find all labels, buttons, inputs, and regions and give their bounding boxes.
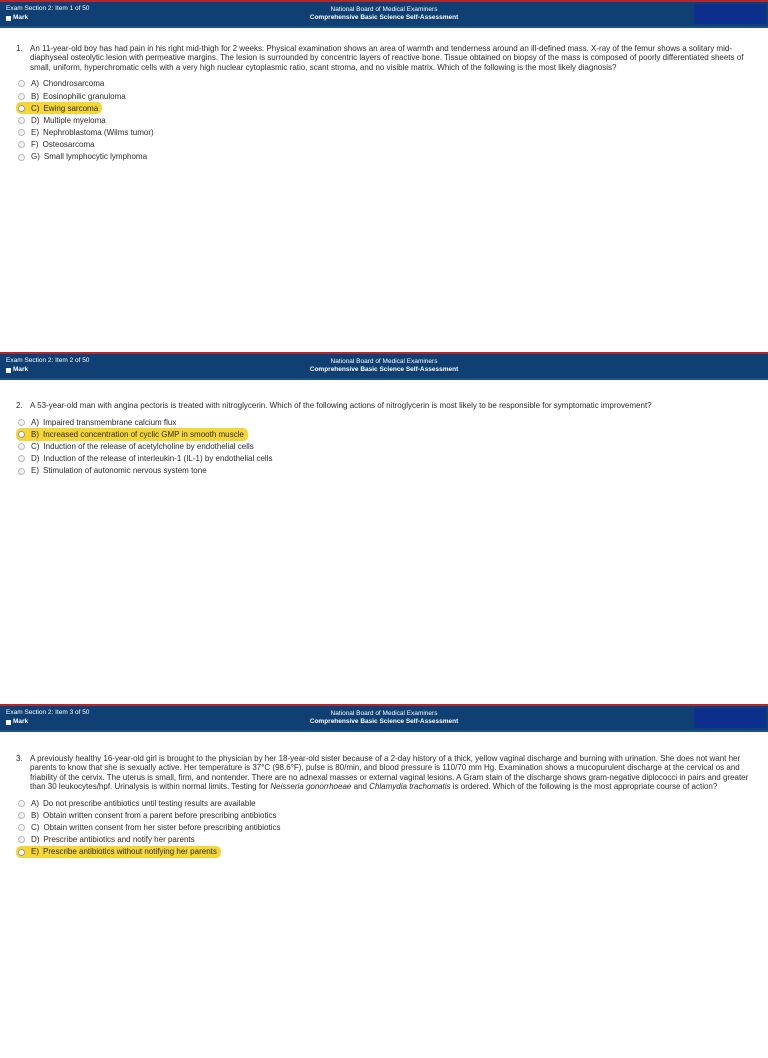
item-counter: Exam Section 2: Item 2 of 50 <box>6 357 90 364</box>
option-text: Small lymphocytic lymphoma <box>43 152 148 162</box>
header-title <box>0 6 768 22</box>
exam-header <box>0 706 768 730</box>
header-divider <box>0 730 768 732</box>
radio-button[interactable] <box>18 105 25 112</box>
option-text: Induction of the release of acetylcholine by endothelial cells <box>43 442 254 452</box>
exam-header <box>0 2 768 26</box>
radio-button[interactable] <box>18 154 25 161</box>
answer-option-c[interactable] <box>18 441 258 453</box>
option-text: Chondrosarcoma <box>43 79 105 89</box>
org-name: National Board of Medical Examiners <box>330 358 438 365</box>
option-text: Osteosarcoma <box>42 140 95 150</box>
option-letter: B) <box>31 429 39 439</box>
answer-option-d[interactable] <box>18 114 110 126</box>
radio-button[interactable] <box>18 455 25 462</box>
radio-button[interactable] <box>18 468 25 475</box>
option-letter: A) <box>31 417 39 427</box>
answer-option-c[interactable] <box>16 102 102 114</box>
answer-option-b[interactable] <box>16 428 248 440</box>
option-text: Prescribe antibiotics without notifying her parents <box>43 847 217 857</box>
exam-name: Comprehensive Basic Science Self-Assessment <box>309 14 459 21</box>
question-panel-2 <box>0 352 768 706</box>
option-text: Nephroblastoma (Wilms tumor) <box>43 128 154 138</box>
answer-option-g[interactable] <box>18 151 151 163</box>
exam-name: Comprehensive Basic Science Self-Assessment <box>309 718 459 725</box>
question-text <box>30 754 756 791</box>
option-text: Increased concentration of cyclic GMP in smooth muscle <box>43 429 244 439</box>
question-number: 2. <box>16 401 23 410</box>
answer-option-b[interactable] <box>18 90 130 102</box>
answer-options <box>18 416 756 477</box>
option-letter: B) <box>31 810 39 820</box>
answer-option-a[interactable] <box>18 797 260 809</box>
question-number: 3. <box>16 754 23 763</box>
option-text: Obtain written consent from a parent before prescribing antibiotics <box>43 810 277 820</box>
organism-name-1: Neisseria gonorrhoeae <box>270 781 352 791</box>
answer-options <box>18 78 756 163</box>
answer-option-f[interactable] <box>18 139 99 151</box>
radio-button[interactable] <box>18 431 25 438</box>
question-number: 1. <box>16 44 23 53</box>
mark-label: Mark <box>13 718 29 725</box>
option-text: Do not prescribe antibiotics until testing results are available <box>43 798 256 808</box>
item-counter: Exam Section 2: Item 3 of 50 <box>6 709 90 716</box>
option-letter: E) <box>31 466 39 476</box>
question-text: An 11-year-old boy has had pain in his right mid-thigh for 2 weeks. Physical examination shows an area of warmth and tenderness around an ill-defined mass. X-ray of the femur shows a solitary mid-diaphyseal osteolytic lesion with permeative margins. The lesion is surrounded by concentric layers of reactive bone. Tissue obtained on biopsy of the mass is composed of poorly differentiated sheets of small, uniform, hyperchromatic cells with a very high nuclear cytoplasmic ratio, scant stroma, and no visible matrix. Which of the following is the most likely diagnosis? <box>30 44 744 72</box>
header-title <box>0 358 768 374</box>
radio-button[interactable] <box>18 849 25 856</box>
answer-option-e[interactable] <box>18 465 211 477</box>
question-stem <box>16 754 756 791</box>
option-letter: D) <box>31 115 40 125</box>
radio-button[interactable] <box>18 141 25 148</box>
option-text: Ewing sarcoma <box>43 103 99 113</box>
answer-option-b[interactable] <box>18 809 280 821</box>
question-3 <box>16 754 756 858</box>
org-name: National Board of Medical Examiners <box>330 710 438 717</box>
radio-button[interactable] <box>18 812 25 819</box>
mark-label: Mark <box>13 366 29 373</box>
option-letter: B) <box>31 91 39 101</box>
radio-button[interactable] <box>18 824 25 831</box>
question-stem <box>16 401 756 410</box>
stem-text-part-1: A previously healthy 16-year-old girl is brought to the physician by her 18-year-old sister because of a 2-day history of a thick, yellow vaginal discharge and burning with urination. She does not want her parents to know that she is sexually active. Her temperature is 37°C (98.6°F), pulse is 80/min, and blood pressure is 110/70 mm Hg. Examination shows a mucopurulent discharge at the cervical os and friability of the cervix. The uterus is small, firm, and nontender. There are no adnexal masses or external vaginal lesions. A Gram stain of the discharge shows gram-negative diplococci in pairs and greater than 30 leukocytes/hpf. Urinalysis is within normal limits. Testing for <box>30 754 749 791</box>
option-letter: G) <box>31 152 40 162</box>
option-letter: F) <box>31 140 39 150</box>
question-panel-1 <box>0 0 768 354</box>
item-counter: Exam Section 2: Item 1 of 50 <box>6 5 90 12</box>
answer-option-c[interactable] <box>18 822 284 834</box>
mark-label: Mark <box>13 14 29 21</box>
answer-option-a[interactable] <box>18 78 108 90</box>
option-letter: C) <box>31 103 40 113</box>
option-text: Eosinophilic granuloma <box>43 91 126 101</box>
option-text: Stimulation of autonomic nervous system tone <box>43 466 207 476</box>
org-name: National Board of Medical Examiners <box>330 6 438 13</box>
option-letter: A) <box>31 79 39 89</box>
organism-name-2: Chlamydia trachomatis <box>369 781 451 791</box>
radio-button[interactable] <box>18 129 25 136</box>
stem-text-part-3: is ordered. Which of the following is the most appropriate course of action? <box>450 781 718 791</box>
radio-button[interactable] <box>18 117 25 124</box>
header-corner-block <box>694 4 766 24</box>
option-text: Obtain written consent from her sister before prescribing antibiotics <box>43 823 281 832</box>
radio-button[interactable] <box>18 800 25 807</box>
answer-options <box>18 797 756 858</box>
option-letter: A) <box>31 798 39 808</box>
option-letter: D) <box>31 454 40 464</box>
exam-header <box>0 354 768 378</box>
option-text: Impaired transmembrane calcium flux <box>43 417 177 427</box>
header-divider <box>0 378 768 380</box>
answer-option-d[interactable] <box>18 453 276 465</box>
option-letter: D) <box>31 835 40 845</box>
option-text: Induction of the release of interleukin-1 (IL-1) by endothelial cells <box>43 454 273 464</box>
option-text: Prescribe antibiotics and notify her parents <box>43 835 195 845</box>
option-letter: E) <box>31 128 39 138</box>
radio-button[interactable] <box>18 836 25 843</box>
header-corner-block <box>694 708 766 728</box>
question-panel-3 <box>0 704 768 1058</box>
answer-option-e[interactable] <box>16 846 221 858</box>
exam-name: Comprehensive Basic Science Self-Assessment <box>309 366 459 373</box>
header-divider <box>0 26 768 28</box>
option-letter: C) <box>31 442 40 452</box>
question-stem <box>16 44 756 72</box>
header-title <box>0 710 768 726</box>
option-text: Multiple myeloma <box>43 115 106 125</box>
question-text: A 53-year-old man with angina pectoris is treated with nitroglycerin. Which of the following actions of nitroglycerin is most likely to be responsible for symptomatic improvement? <box>30 401 652 410</box>
answer-option-e[interactable] <box>18 127 158 139</box>
radio-button[interactable] <box>18 80 25 87</box>
answer-option-d[interactable] <box>18 834 199 846</box>
answer-option-a[interactable] <box>18 416 180 428</box>
option-letter: E) <box>31 847 39 857</box>
radio-button[interactable] <box>18 93 25 100</box>
question-2 <box>16 401 756 477</box>
radio-button[interactable] <box>18 419 25 426</box>
question-1 <box>16 44 756 163</box>
stem-text-part-2: and <box>351 781 370 791</box>
radio-button[interactable] <box>18 443 25 450</box>
option-letter: C) <box>31 823 40 832</box>
